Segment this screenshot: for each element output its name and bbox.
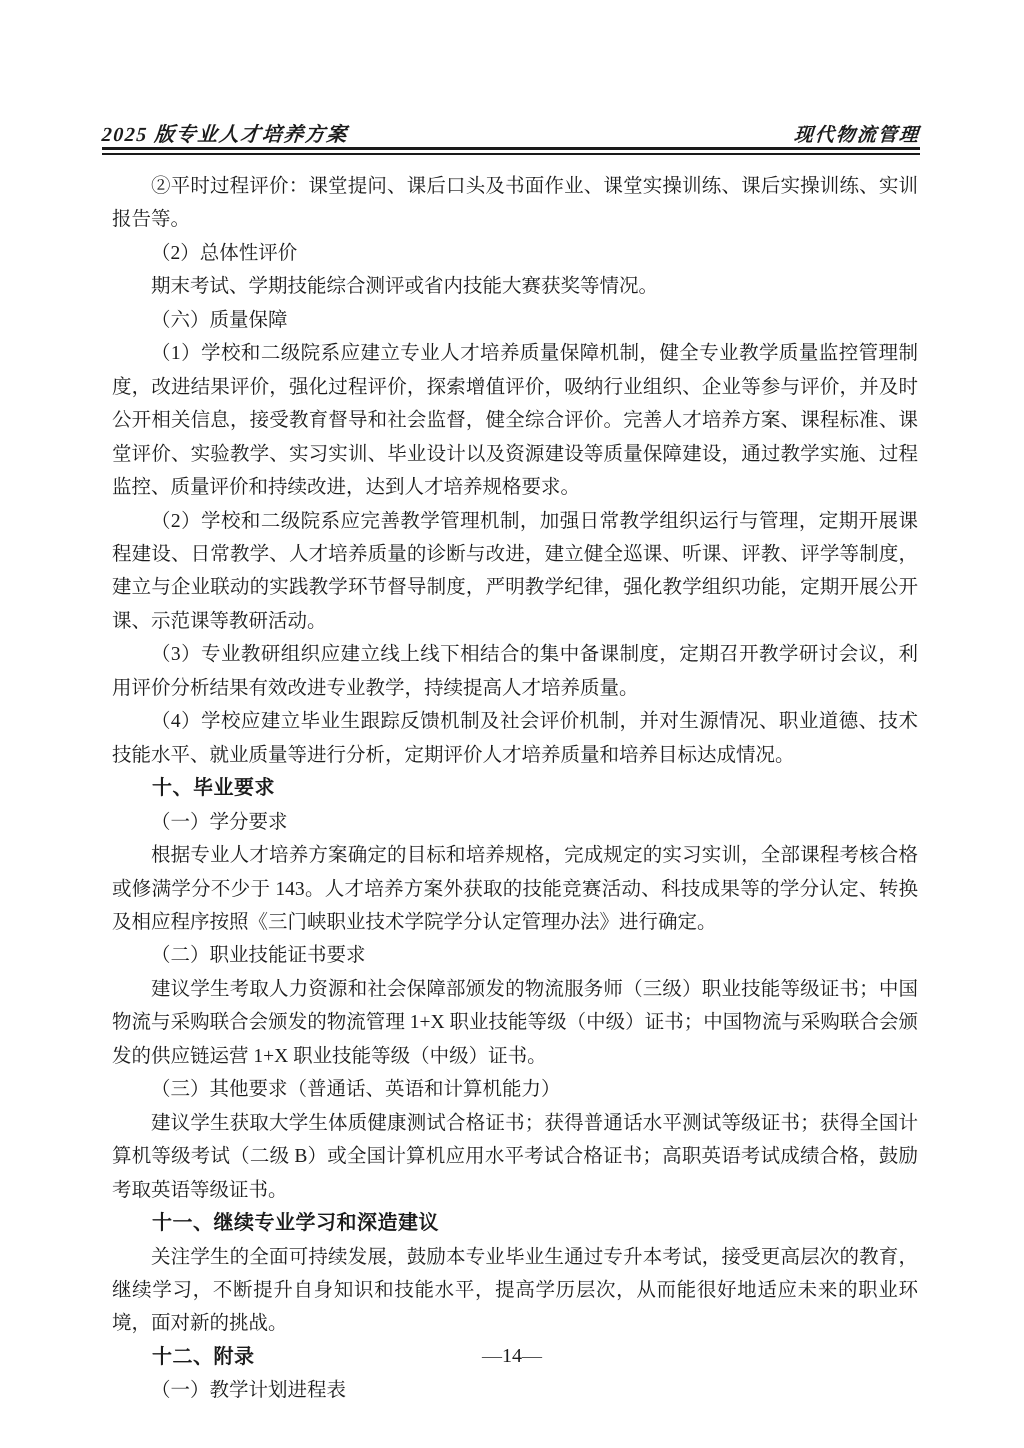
paragraph: （一）教学计划进程表 — [151, 1380, 347, 1402]
paragraph: （1）学校和二级院系应建立专业人才培养质量保障机制，健全专业教学质量监控管理制度，改进结果评价，强化过程评价，探索增值评价，吸纳行业组织、企业等参与评价，并及时公开相关信息，接受教育督导和社会监督，健全综合评价。完善人才培养方案、课程标准、课堂评价、实验教学、实习实训、毕业设计以及资源建设等质量保障建设，通过教学实施、过程监控、质量评价和持续改进，达到人才培养规格要求。 — [112, 343, 918, 499]
header-left-title: 2025 版专业人才培养方案 — [101, 124, 349, 146]
page-number-right-dash: — — [522, 1345, 542, 1367]
page-number-left-dash: — — [482, 1345, 502, 1367]
paragraph: 建议学生考取人力资源和社会保障部颁发的物流服务师（三级）职业技能等级证书；中国物流与采购联合会颁发的物流管理 1+X 职业技能等级（中级）证书；中国物流与采购联合会颁发的供应链运营 1+X 职业技能等级（中级）证书。 — [112, 978, 918, 1067]
header-rule — [102, 147, 920, 155]
page-footer — [0, 1345, 1024, 1368]
paragraph: （2）学校和二级院系应完善教学管理机制，加强日常教学组织运行与管理，定期开展课程建设、日常教学、人才培养质量的诊断与改进，建立健全巡课、听课、评教、评学等制度，建立与企业联动的实践教学环节督导制度，严明教学纪律，强化教学组织功能，定期开展公开课、示范课等教研活动。 — [112, 510, 918, 632]
running-header — [102, 118, 920, 147]
paragraph: 建议学生获取大学生体质健康测试合格证书；获得普通话水平测试等级证书；获得全国计算机等级考试（二级 B）或全国计算机应用水平考试合格证书；高职英语考试成绩合格，鼓励考取英语等级证书。 — [112, 1112, 918, 1201]
section-heading: 十一、继续专业学习和深造建议 — [152, 1212, 439, 1235]
paragraph: 关注学生的全面可持续发展，鼓励本专业毕业生通过专升本考试，接受更高层次的教育，继续学习，不断提升自身知识和技能水平，提高学历层次，从而能很好地适应未来的职业环境，面对新的挑战。 — [112, 1246, 918, 1335]
section-heading: 十二、附录 — [152, 1345, 255, 1368]
page-number — [482, 1345, 542, 1367]
paragraph: （3）专业教研组织应建立线上线下相结合的集中备课制度，定期召开教学研讨会议，利用评价分析结果有效改进专业教学，持续提高人才培养质量。 — [112, 644, 918, 699]
paragraph: 根据专业人才培养方案确定的目标和培养规格，完成规定的实习实训，全部课程考核合格或修满学分不少于 143。人才培养方案外获取的技能竞赛活动、科技成果等的学分认定、转换及相应程序按照《三门峡职业技术学院学分认定管理办法》进行确定。 — [112, 845, 918, 933]
paragraph: （一）学分要求 — [151, 811, 288, 833]
page-number-value: 14 — [502, 1345, 522, 1367]
paragraph: （三）其他要求（普通话、英语和计算机能力） — [151, 1079, 561, 1101]
paragraph: （六）质量保障 — [151, 309, 288, 331]
section-heading: 十、毕业要求 — [152, 777, 275, 800]
paragraph: （4）学校应建立毕业生跟踪反馈机制及社会评价机制，并对生源情况、职业道德、技术技能水平、就业质量等进行分析，定期评价人才培养质量和培养目标达成情况。 — [112, 711, 918, 766]
paragraph: （二）职业技能证书要求 — [151, 945, 366, 967]
paragraph: ②平时过程评价：课堂提问、课后口头及书面作业、课堂实操训练、课后实操训练、实训报告等。 — [112, 176, 918, 231]
document-body — [112, 170, 918, 1408]
paragraph: （2）总体性评价 — [151, 242, 298, 264]
header-right-title: 现代物流管理 — [793, 125, 921, 146]
paragraph: 期末考试、学期技能综合测评或省内技能大赛获奖等情况。 — [151, 276, 659, 298]
